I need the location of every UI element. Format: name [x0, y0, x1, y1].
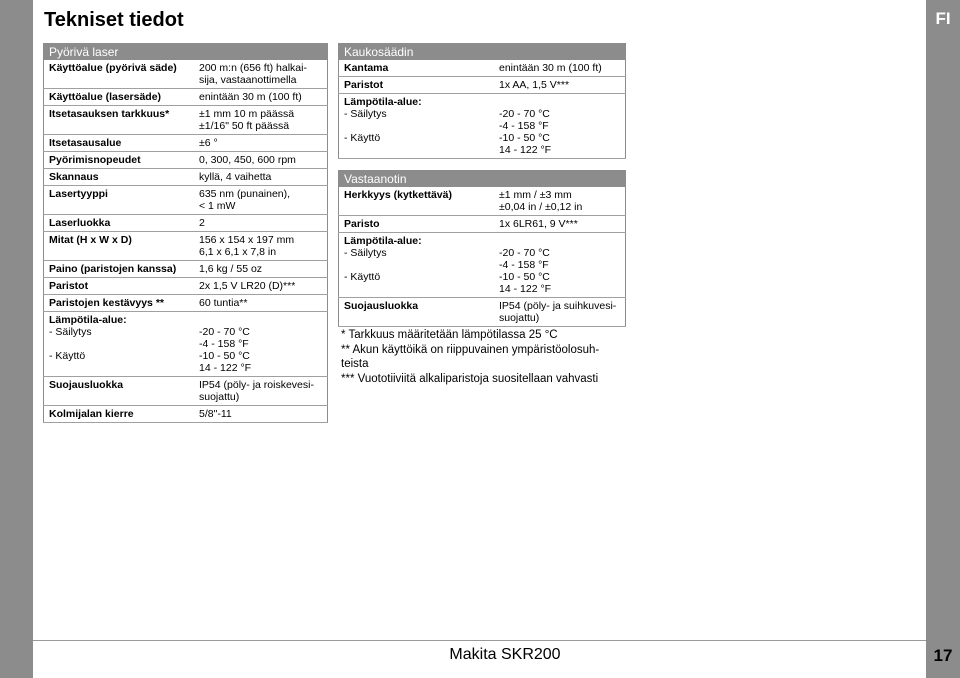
table-row: Lämpötila-alue: - Säilytys - Käyttö -20 - 70 °C -4 - 158 °F -10 - 50 °C 14 - 122 °F [339, 94, 626, 159]
table-row: Pyörimisnopeudet 0, 300, 450, 600 rpm [44, 152, 328, 169]
language-tab: FI [935, 9, 951, 28]
section-header: Kaukosäädin [339, 44, 626, 61]
table-row: Paristot 2x 1,5 V LR20 (D)*** [44, 278, 328, 295]
table-row: Kantama enintään 30 m (100 ft) [339, 60, 626, 77]
receiver-spec-table [338, 170, 626, 327]
table-row: Lämpötila-alue: - Säilytys - Käyttö -20 - 70 °C -4 - 158 °F -10 - 50 °C 14 - 122 °F [44, 312, 328, 377]
footnote: *** Vuototiiviitä alkaliparistoja suositellaan vahvasti [341, 372, 599, 385]
table-row: Skannaus kyllä, 4 vaihetta [44, 169, 328, 186]
footnote: * Tarkkuus määritetään lämpötilassa 25 °C [341, 329, 558, 341]
footnotes [341, 328, 626, 386]
footer-divider [33, 640, 926, 641]
footnote: ** Akun käyttöikä on riippuvainen ympäristöolosuh- teista [341, 343, 600, 370]
table-row: Suojausluokka IP54 (pöly- ja suihkuvesi- suojattu) [339, 298, 626, 327]
left-margin-bar [0, 0, 33, 678]
footer-model: Makita SKR200 [449, 646, 561, 663]
remote-spec-table [338, 43, 626, 159]
table-row: Laserluokka 2 [44, 215, 328, 232]
table-row: Käyttöalue (pyörivä säde) 200 m:n (656 ft) halkai- sija, vastaanottimella [44, 60, 328, 89]
section-header: Vastaanotin [339, 171, 626, 188]
laser-spec-table [43, 43, 328, 423]
table-row: Mitat (H x W x D) 156 x 154 x 197 mm 6,1 x 6,1 x 7,8 in [44, 232, 328, 261]
table-row: Lämpötila-alue: - Säilytys - Käyttö -20 - 70 °C -4 - 158 °F -10 - 50 °C 14 - 122 °F [339, 233, 626, 298]
page-number: 17 [933, 646, 953, 665]
table-row: Paristo 1x 6LR61, 9 V*** [339, 216, 626, 233]
table-row: Itsetasauksen tarkkuus* ±1 mm 10 m päässä ±1/16" 50 ft päässä [44, 106, 328, 135]
table-row: Paristojen kestävyys ** 60 tuntia** [44, 295, 328, 312]
table-row: Kolmijalan kierre 5/8"-11 [44, 406, 328, 423]
right-margin-bar [926, 0, 960, 678]
page-title: Tekniset tiedot [44, 9, 184, 31]
table-row: Lasertyyppi 635 nm (punainen), < 1 mW [44, 186, 328, 215]
table-row: Suojausluokka IP54 (pöly- ja roiskevesi- suojattu) [44, 377, 328, 406]
table-row: Käyttöalue (lasersäde) enintään 30 m (100 ft) [44, 89, 328, 106]
table-row: Herkkyys (kytkettävä) ±1 mm / ±3 mm ±0,04 in / ±0,12 in [339, 187, 626, 216]
table-row: Itsetasausalue ±6 ° [44, 135, 328, 152]
table-row: Paristot 1x AA, 1,5 V*** [339, 77, 626, 94]
table-row: Paino (paristojen kanssa) 1,6 kg / 55 oz [44, 261, 328, 278]
section-header: Pyörivä laser [44, 44, 328, 61]
